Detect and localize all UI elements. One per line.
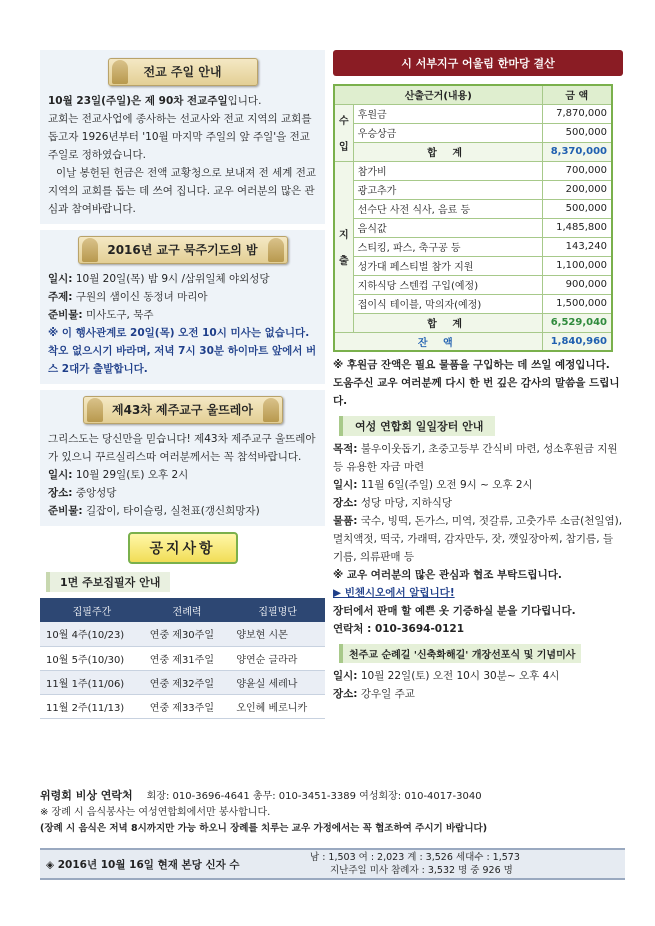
vigil-theme: 주제: 구원의 샘이신 동정녀 마리아 (48, 291, 208, 303)
expense-side-label: 지 출 (334, 161, 353, 332)
table-row: 11월 1주(11/06) 연중 제32주일 양윤실 세레나 (40, 670, 325, 694)
col-week: 집필주간 (40, 598, 144, 622)
cross-icon (87, 398, 103, 422)
mary-icon (268, 238, 284, 262)
col-liturgy: 전례력 (144, 598, 231, 622)
table-row: 우승상금 500,000 (334, 123, 612, 142)
market-place: 장소: 성당 마당, 지하식당 (333, 497, 453, 509)
stats-line1: 남 : 1,503 여 : 2,023 계 : 3,526 세대수 : 1,573 (310, 852, 520, 863)
ultreya-title: 제43차 제주교구 울뜨레아 (112, 403, 253, 417)
left-column (40, 50, 325, 719)
market-title: 여성 연합회 일일장터 안내 (339, 416, 495, 436)
balance-row: 잔 액 1,840,960 (334, 332, 612, 351)
jesus-icon (263, 398, 279, 422)
vincent-body: 장터에서 판매 할 예쁜 옷 기증하실 분을 기다립니다. (333, 605, 576, 617)
ultreya-body: 그리스도는 당신만을 믿습니다! 제43차 제주교구 울뜨레아가 있으니 꾸르실리스따 여러분께서는 꼭 참석바랍니다. (48, 433, 316, 463)
table-row: 스티킹, 파스, 축구공 등 143,240 (334, 237, 612, 256)
market-purpose: 목적: 불우이웃돕기, 초중고등부 간식비 마련, 성소후원금 지원 등 유용한 자금 마련 (333, 443, 618, 473)
table-row: 음식값 1,485,800 (334, 218, 612, 237)
table-row: 지 출 참가비 700,000 (334, 161, 612, 180)
mission-p1-body: 교회는 전교사업에 종사하는 선교사와 전교 지역의 교회를 돕고자 1926년부터 '10월 마지막 주일의 앞 주일'을 전교주일로 정하였습니다. (48, 113, 312, 161)
ultreya-date: 일시: 10월 29일(토) 오후 2시 (48, 469, 189, 481)
pilgrim-road-title: 천주교 순례길 '신축화해길' 개장선포식 및 기념미사 (339, 644, 581, 663)
vigil-note: ※ 이 행사관계로 20일(목) 오전 10시 미사는 없습니다. 착오 없으시기 바라며, 저녁 7시 30분 하이마트 앞에서 버스 2대가 출발합니다. (48, 327, 317, 375)
expense-total-row: 합 계 6,529,040 (334, 313, 612, 332)
ultreya-banner (83, 396, 283, 424)
income-total-row: 합 계 8,370,000 (334, 142, 612, 161)
finance-banner: 시 서부지구 어울림 한마당 결산 (333, 50, 623, 76)
finance-header-row: 산출근거(내용) 금 액 (334, 85, 612, 104)
col-writer: 집필명단 (230, 598, 325, 622)
mission-sunday-title: 전교 주일 안내 (143, 65, 222, 79)
emergency-contacts (40, 788, 625, 837)
table-row: 11월 2주(11/13) 연중 제33주일 오인혜 베로니카 (40, 694, 325, 718)
table-row: 광고추가 200,000 (334, 180, 612, 199)
pilgrim-road-date: 일시: 10월 22일(토) 오전 10시 30분~ 오후 4시 (333, 670, 560, 682)
ultreya-section (40, 390, 325, 526)
candle-icon (82, 238, 98, 262)
stats-line2: 지난주일 미사 참례자 : 3,532 명 중 926 명 (330, 865, 513, 876)
table-row: 선수단 사전 식사, 음료 등 500,000 (334, 199, 612, 218)
rosary-vigil-banner (78, 236, 288, 264)
table-row: 10월 4주(10/23) 연중 제30주일 양보현 시몬 (40, 622, 325, 646)
ultreya-prep: 준비물: 길잡이, 타이슬링, 실천표(갱신희망자) (48, 505, 260, 517)
vigil-prep: 준비물: 미사도구, 묵주 (48, 309, 154, 321)
stats-values (310, 851, 520, 877)
income-side-label: 수 입 (334, 104, 353, 161)
parish-stats (40, 848, 625, 880)
pilgrim-road-place: 장소: 강우일 주교 (333, 688, 415, 700)
mission-p1: 10월 23일(주일)은 제 90차 전교주일입니다. (48, 95, 262, 107)
market-request: ※ 교우 여러분의 많은 관심과 협조 부탁드립니다. (333, 569, 562, 581)
angel-icon (112, 60, 128, 84)
finance-note: ※ 후원금 잔액은 필요 물품을 구입하는 데 쓰일 예정입니다. 도움주신 교우 여러분께 다시 한 번 깊은 감사의 말씀을 드립니다. (333, 359, 620, 407)
table-row: 수 입 후원금 7,870,000 (334, 104, 612, 123)
notice-title: 공지사항 (128, 532, 238, 564)
mission-sunday-section (40, 50, 325, 224)
rosary-vigil-section (40, 230, 325, 384)
market-section (333, 440, 623, 638)
rosary-vigil-title: 2016년 교구 묵주기도의 밤 (107, 243, 258, 257)
vigil-date: 일시: 10월 20일(목) 밤 9시 /삼위일체 야외성당 (48, 273, 270, 285)
stats-label: ◈ 2016년 10월 16일 현재 본당 신자 수 (46, 858, 240, 871)
writers-subtitle: 1면 주보집필자 안내 (46, 572, 170, 592)
writers-table (40, 598, 325, 719)
right-column (333, 50, 623, 703)
ultreya-place: 장소: 중앙성당 (48, 487, 117, 499)
table-row: 지하식당 스텐컵 구입(예정) 900,000 (334, 275, 612, 294)
table-row: 접이식 테이블, 막의자(예정) 1,500,000 (334, 294, 612, 313)
market-date: 일시: 11월 6일(주일) 오전 9시 ~ 오후 2시 (333, 479, 533, 491)
writers-header-row (40, 598, 325, 622)
table-row: 10월 5주(10/30) 연중 제31주일 양연순 글라라 (40, 646, 325, 670)
emergency-line: 위령회 비상 연락처 회장: 010-3696-4641 총무: 010-3451-3389 여성회장: 010-4017-3040 (40, 789, 482, 802)
finance-table (333, 84, 613, 352)
mission-sunday-banner (108, 58, 258, 86)
emergency-note2: (장례 시 음식은 저녁 8시까지만 가능 하오니 장례를 치루는 교우 가정에서는 꼭 협조하여 주시기 바랍니다) (40, 823, 488, 834)
vincent-contact: 연락처 : 010-3694-0121 (333, 623, 465, 635)
market-goods: 물품: 국수, 빙떡, 돈가스, 미역, 젓갈류, 고춧가루 소금(천일염), 멸치액젓, 떡국, 가래떡, 감자만두, 잣, 깻잎장아찌, 참기름, 들기름, 의류판매 등 (333, 515, 623, 563)
vincent-link[interactable]: ▶ 빈첸시오에서 알립니다! (333, 587, 455, 599)
emergency-note1: ※ 장례 시 음식봉사는 여성연합회에서만 봉사합니다. (40, 807, 271, 818)
pilgrim-road-section (333, 667, 623, 703)
table-row: 성가대 페스티벌 참가 지원 1,100,000 (334, 256, 612, 275)
mission-p2-body: 이날 봉헌된 헌금은 전액 교황청으로 보내져 전 세계 전교 지역의 교회를 돕는 데 쓰여 집니다. 교우 여러분의 많은 관심과 참여바랍니다. (48, 167, 316, 215)
